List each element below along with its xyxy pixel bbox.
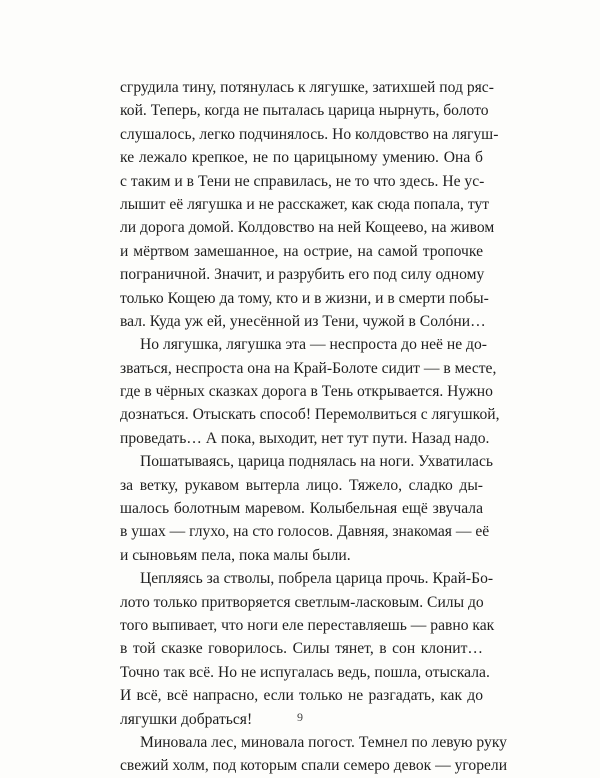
text-line: с таким и в Тени не справилась, не то что здесь. Не ус- (120, 172, 485, 190)
text-line: лышит её лягушка и не расскажет, как сюда попала, тут (120, 195, 490, 213)
text-line: пограничной. Значит, и разрубить его под силу одному (120, 266, 485, 284)
body-text (120, 76, 508, 778)
text-line: в ушах — глухо, на сто голосов. Давняя, знакомая — её (120, 523, 490, 541)
text-line: Цепляясь за стволы, побрела царица прочь. Край-Бо- (140, 570, 494, 588)
text-line: зваться, неспроста она на Край-Болоте сидит — в месте, (120, 359, 497, 377)
text-line: свежий холм, под которым спали семеро девок — угорели (120, 757, 508, 775)
text-line: в той сказке говорилось. Силы тянет, в сон клонит… (120, 640, 483, 658)
text-line: проведать… А пока, выходит, нет тут пути. Назад надо. (120, 429, 490, 447)
paragraph (120, 450, 493, 567)
text-line: где в чёрных сказках дорога в Тень открывается. Нужно (120, 383, 493, 401)
text-line: того выпивает, что ноги еле переставляешь — равно как (120, 616, 495, 634)
text-line: слушалось, легко подчинялось. Но колдовство на лягуш- (120, 125, 499, 143)
text-line: вал. Куда уж ей, унесённой из Тени, чужой в Солóни… (120, 312, 486, 330)
text-line: и сыновьям пела, пока малы были. (120, 546, 351, 564)
text-line: Пошатываясь, царица поднялась на ноги. Ухватилась (140, 453, 493, 471)
paragraph (120, 731, 508, 778)
text-line: И всё, всё напрасно, если только не разгадать, как до (120, 687, 483, 705)
text-line: лото только притворяется светлым-ласковым. Силы до (120, 593, 484, 611)
text-line: за ветку, рукавом вытерла лицо. Тяжело, сладко ды- (120, 476, 483, 494)
text-line: сгрудила тину, потянулась к лягушке, затихшей под ряс- (120, 79, 494, 96)
text-line: Точно так всё. Но не испугалась ведь, пошла, отыскала. (120, 663, 490, 681)
paragraph (120, 333, 500, 450)
text-line: ли дорога домой. Колдовство на ней Кощеево, на живом (120, 219, 495, 237)
text-line: лягушки добраться! (120, 710, 253, 728)
text-line: только Кощею да тому, кто и в жизни, и в смерти побы- (120, 289, 489, 307)
text-line: Миновала лес, миновала погост. Темнел по левую руку (140, 733, 507, 751)
paragraph (120, 76, 499, 333)
text-line: Но лягушка, лягушка эта — неспроста до неё не до- (140, 336, 487, 354)
text-line: ке лежало крепкое, не по царицыному умению. Она б (120, 149, 483, 167)
text-line: кой. Теперь, когда не пыталась царица нырнуть, болото (120, 102, 489, 120)
text-line: и мёртвом замешанное, на острие, на самой тропочке (120, 242, 483, 260)
paragraph (120, 567, 495, 731)
page-number: 9 (297, 710, 303, 724)
text-line: шалось болотным маревом. Колыбельная ещё звучала (120, 500, 483, 518)
text-line: дознаться. Отыскать способ! Перемолвиться с лягушкой, (120, 406, 500, 424)
